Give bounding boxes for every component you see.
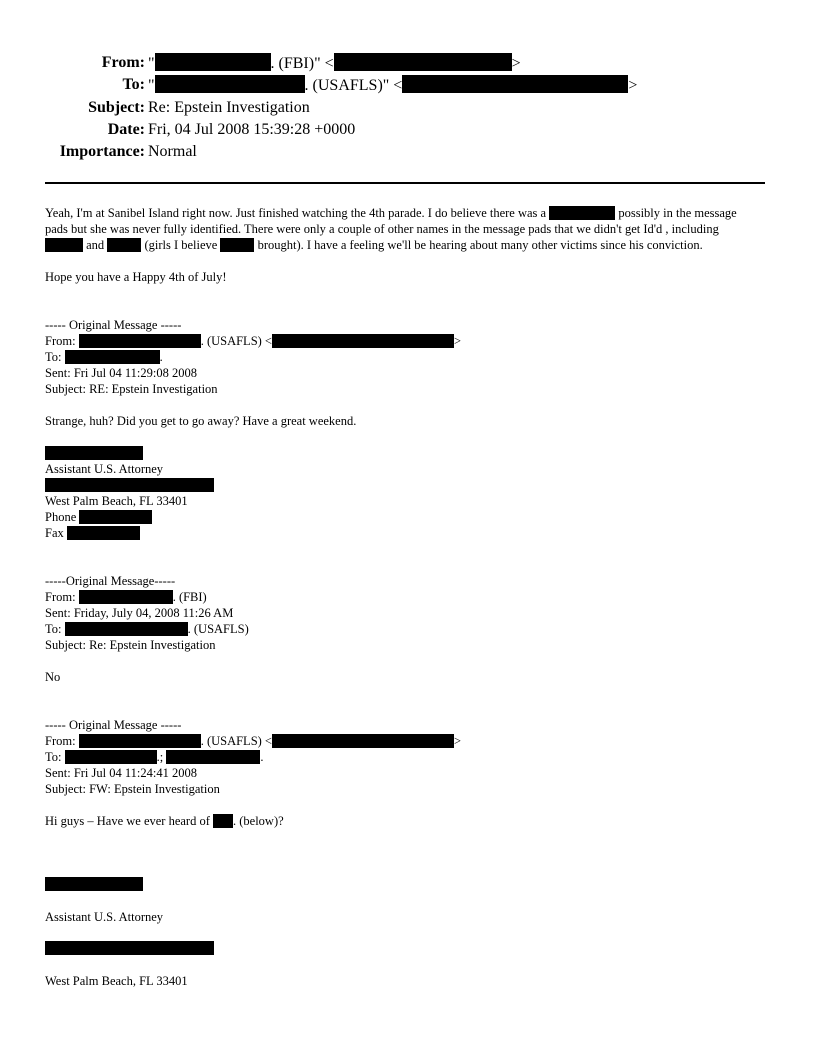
message-to: To: .; . [45,750,264,764]
message-subject: Subject: RE: Epstein Investigation [45,382,218,396]
signature-fax: Fax [45,525,140,541]
from-label: From: [101,54,145,71]
subject-label: Subject: [88,99,145,116]
body-line: and (girls I believe brought). I have a feeling we'll be hearing about many other victims since his conviction. [45,237,703,253]
redaction [65,750,157,764]
redaction [45,941,214,955]
redaction [45,478,214,492]
redaction [79,734,201,748]
redaction [155,75,305,93]
message-text: Hi guys – Have we ever heard of . (below)? [45,814,284,828]
redaction [45,877,143,891]
message-sent: Sent: Fri Jul 04 11:24:41 2008 [45,766,197,780]
subject-value: Re: Epstein Investigation [148,99,310,116]
redaction [107,238,141,252]
redaction [213,814,233,828]
redaction [45,238,83,252]
redaction [79,334,201,348]
message-sent: Sent: Fri Jul 04 11:29:08 2008 [45,366,197,380]
redaction [79,590,173,604]
body-line: Yeah, I'm at Sanibel Island right now. Just finished watching the 4th parade. I do believe there was a possibly in the message [45,206,737,220]
date-value: Fri, 04 Jul 2008 15:39:28 +0000 [148,121,356,138]
message-from: From: . (USAFLS) < > [45,734,462,748]
redaction [272,334,454,348]
header-divider [45,182,765,184]
signature-phone: Phone [45,509,152,525]
redaction [402,75,628,93]
importance-value: Normal [148,143,197,160]
message-to: To: . (USAFLS) [45,622,249,636]
redaction [67,526,140,540]
message-from: From: . (USAFLS) < > [45,334,462,348]
redaction [79,510,152,524]
from-value: " . (FBI)" < > [148,55,521,72]
to-label: To: [122,76,145,93]
redaction [334,53,512,71]
redaction [155,53,271,71]
date-label: Date: [107,121,145,138]
signature-city: West Palm Beach, FL 33401 [45,974,188,988]
redaction [220,238,254,252]
signature-title: Assistant U.S. Attorney [45,462,164,476]
redaction [45,446,143,460]
redaction [549,206,615,220]
signature-title: Assistant U.S. Attorney [45,910,164,924]
redaction [65,622,188,636]
importance-label: Importance: [59,143,145,160]
message-divider: ----- Original Message ----- [45,318,182,332]
body-line: pads but she was never fully identified. There were only a couple of other names in the message pads that we didn't get Id'd , including [45,222,719,236]
redaction [166,750,260,764]
redaction [272,734,454,748]
message-sent: Sent: Friday, July 04, 2008 11:26 AM [45,606,234,620]
message-divider: ----- Original Message ----- [45,718,182,732]
signature-city: West Palm Beach, FL 33401 [45,494,188,508]
message-from: From: . (FBI) [45,590,207,604]
message-to: To: . [45,350,163,364]
to-value: " . (USAFLS)" < > [148,77,638,94]
body-line: Hope you have a Happy 4th of July! [45,270,227,284]
message-subject: Subject: FW: Epstein Investigation [45,782,220,796]
message-text: Strange, huh? Did you get to go away? Have a great weekend. [45,414,357,428]
message-text: No [45,670,61,684]
redaction [65,350,160,364]
message-divider: -----Original Message----- [45,574,176,588]
message-subject: Subject: Re: Epstein Investigation [45,638,216,652]
